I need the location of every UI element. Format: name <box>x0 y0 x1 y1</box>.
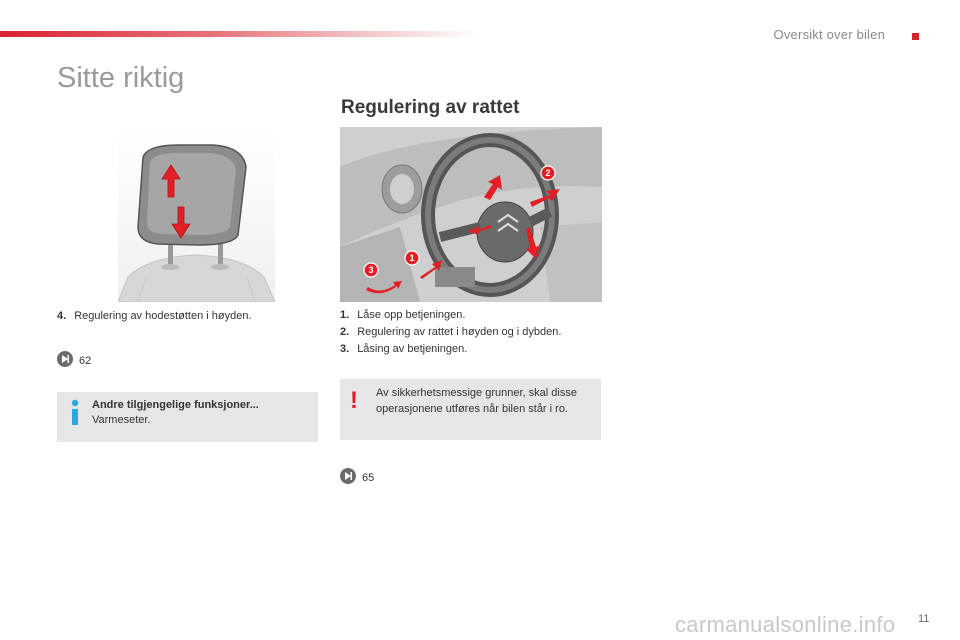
steering-step-1 <box>340 307 465 323</box>
warning-text: Av sikkerhetsmessige grunner, skal disse operasjonene utføres når bilen står i ro. <box>376 387 577 415</box>
info-box <box>57 392 318 442</box>
page-reference-icon <box>57 351 73 370</box>
section-label: Oversikt over bilen <box>773 27 885 42</box>
page-reference-headrest[interactable] <box>57 351 91 370</box>
steering-step-3 <box>340 341 467 357</box>
reference-page-number: 62 <box>79 354 92 367</box>
step-text: Låsing av betjeningen. <box>357 343 468 355</box>
step-number: 3. <box>340 343 350 355</box>
page-reference-icon <box>340 468 356 487</box>
info-text: Varmeseter. <box>92 414 151 426</box>
reference-page-number: 65 <box>362 471 375 484</box>
section-marker <box>912 33 919 40</box>
page-number: 11 <box>918 613 930 625</box>
page-title: Sitte riktig <box>57 62 185 94</box>
header-accent-bar <box>0 31 480 37</box>
headrest-caption <box>57 308 252 324</box>
steering-wheel-illustration <box>340 127 602 302</box>
footer-watermark: carmanualsonline.info <box>675 612 896 637</box>
caption-text: Regulering av hodestøtten i høyden. <box>74 310 252 322</box>
caption-number: 4. <box>57 310 67 322</box>
step-number: 1. <box>340 309 350 321</box>
warning-exclamation-icon: ! <box>350 387 358 414</box>
section-heading: Regulering av rattet <box>341 97 520 118</box>
page-reference-steering[interactable] <box>340 468 374 487</box>
callout-1: 1 <box>409 253 415 263</box>
headrest-illustration <box>118 127 275 302</box>
info-title: Andre tilgjengelige funksjoner... <box>92 399 259 411</box>
warning-box <box>340 379 601 440</box>
info-icon <box>65 398 85 433</box>
callout-2: 2 <box>545 168 551 178</box>
step-text: Regulering av rattet i høyden og i dybden. <box>357 326 562 338</box>
step-number: 2. <box>340 326 350 338</box>
step-text: Låse opp betjeningen. <box>357 309 466 321</box>
steering-step-2 <box>340 324 561 340</box>
callout-3: 3 <box>368 265 374 275</box>
